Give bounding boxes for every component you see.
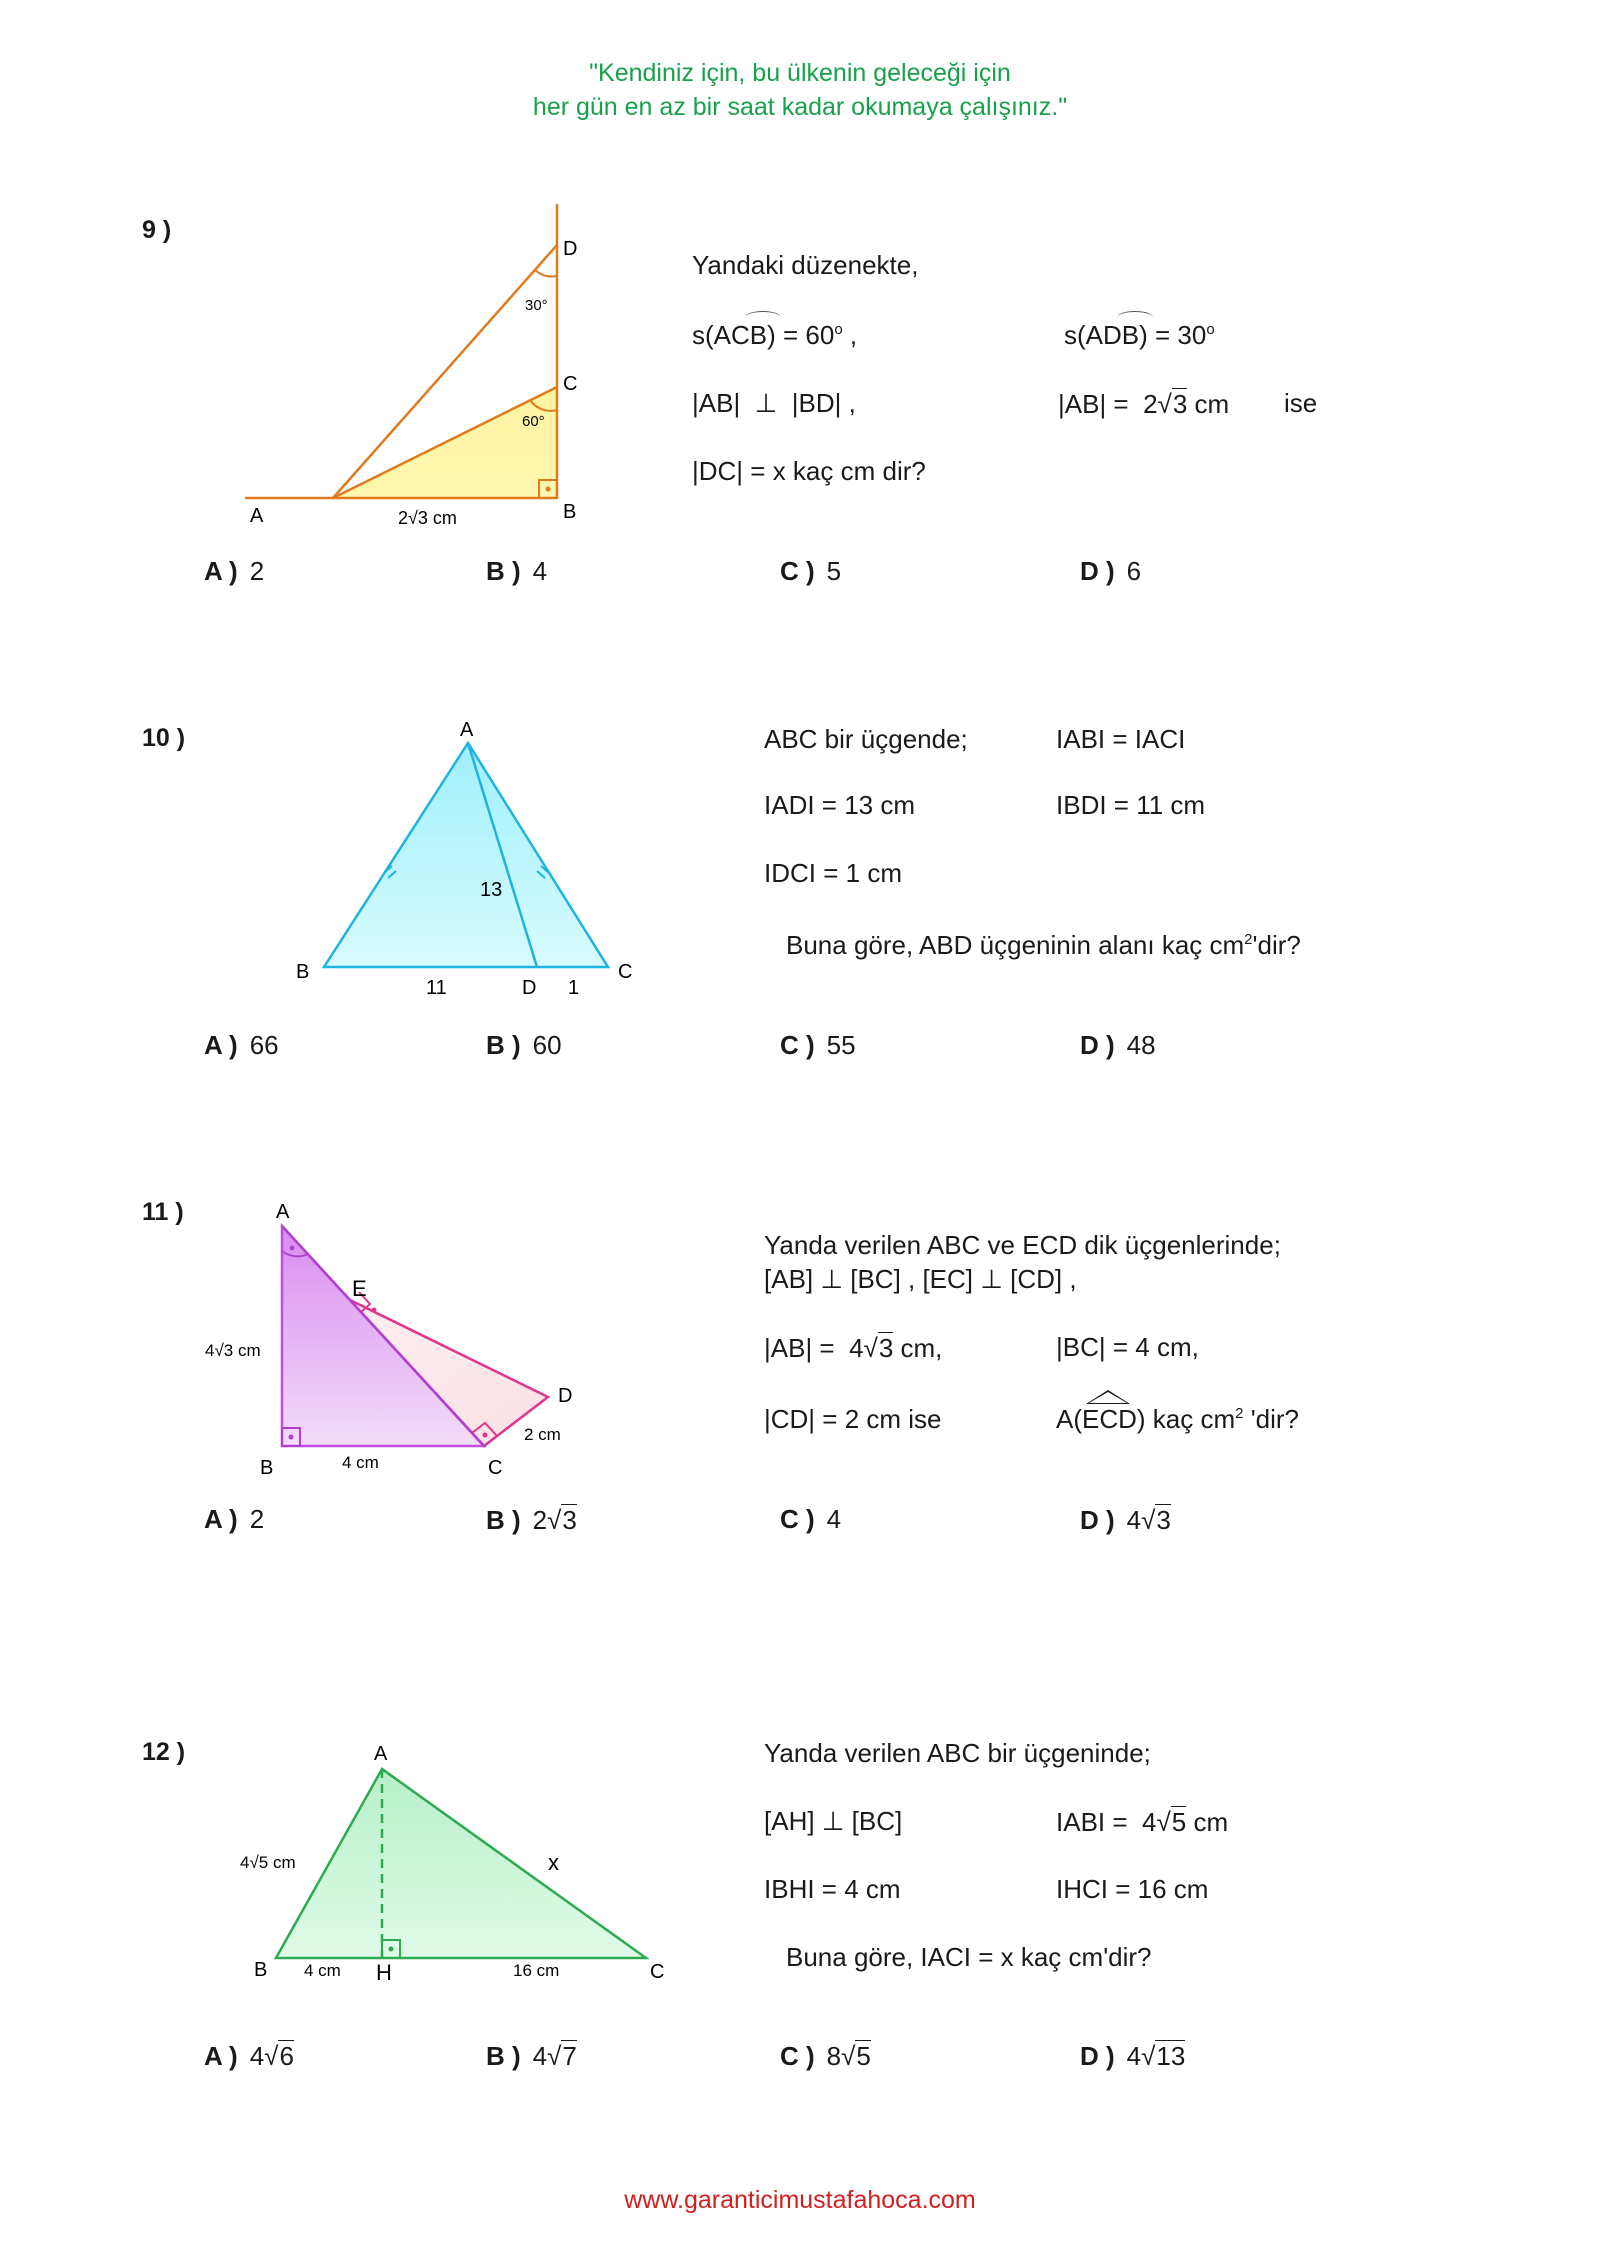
q11-option-d[interactable]: D ) 4√3 — [1080, 1505, 1171, 1535]
q10-label-a: A — [460, 719, 474, 741]
q9-perpendicular: |AB| ⊥ |BD| , — [692, 388, 856, 418]
q9-angle-60: 60° — [522, 413, 545, 430]
q10-figure — [286, 718, 656, 1008]
q9-angle-arc-d — [535, 270, 557, 277]
q11-label-b: B — [260, 1457, 274, 1476]
q12-ah: [AH] ⊥ [BC] — [764, 1806, 903, 1836]
q12-bh: IBHI = 4 cm — [764, 1874, 901, 1904]
q12-label-h: H — [376, 1960, 392, 1985]
q9-figure — [230, 200, 590, 530]
q12-length-hc: 16 cm — [513, 1961, 560, 1980]
q12-length-bh: 4 cm — [304, 1961, 341, 1980]
q9-angle-acb: $s(ACB) = 60^o$ , — [692, 320, 858, 350]
q12-option-c[interactable]: C ) 8√5 — [780, 2041, 871, 2071]
q10-question: Buna göre, ABD üçgeninin alanı kaç $cm^2'dir$? — [786, 930, 1301, 960]
q10-label-d: D — [522, 977, 537, 999]
q12-line1: Yanda verilen ABC bir üçgeninde; — [764, 1738, 1151, 1768]
q12-label-a: A — [374, 1743, 388, 1765]
q10-line2b: IBDI = 11 cm — [1056, 790, 1206, 820]
q12-option-a[interactable]: A ) 4√6 — [204, 2041, 294, 2071]
q9-ise: ise — [1284, 388, 1318, 418]
q11-label-e: E — [352, 1276, 367, 1301]
q10-option-b[interactable]: B ) 60 — [486, 1030, 562, 1060]
q10-line1b: IABI = IACI — [1056, 724, 1186, 754]
q12-label-b: B — [254, 1959, 268, 1981]
q11-length-bc: 4 cm — [342, 1453, 379, 1472]
q12-number: 12 ) — [142, 1738, 186, 1766]
footer-url[interactable]: www.garanticimustafahoca.com — [624, 2186, 976, 2214]
q11-option-c[interactable]: C ) 4 — [780, 1504, 842, 1534]
q11-option-a[interactable]: A ) 2 — [204, 1504, 265, 1534]
quote-line-1: "Kendiniz için, bu ülkenin geleceği için — [589, 59, 1011, 87]
q10-option-a[interactable]: A ) 66 — [204, 1030, 279, 1060]
q12-label-c: C — [650, 1961, 665, 1983]
q9-option-d[interactable]: D ) 6 — [1080, 556, 1142, 586]
q11-ab-length: |AB| = 4√3 cm, — [764, 1333, 943, 1363]
q9-angle-30: 30° — [525, 297, 548, 314]
q9-label-b: B — [563, 501, 577, 523]
q10-length-bd: 11 — [426, 977, 447, 999]
q12-option-d[interactable]: D ) 4√13 — [1080, 2041, 1186, 2071]
q11-length-cd: 2 cm — [524, 1425, 561, 1444]
header-quote — [0, 56, 1600, 124]
q10-line1a: ABC bir üçgende; — [764, 724, 968, 754]
q10-number: 10 ) — [142, 724, 186, 752]
q9-option-a[interactable]: A ) 2 — [204, 556, 265, 586]
q11-label-a: A — [276, 1201, 290, 1223]
q11-label-c: C — [488, 1457, 503, 1476]
q9-label-d: D — [563, 238, 578, 260]
q12-triangle — [276, 1769, 646, 1958]
q9-intro: Yandaki düzenekte, — [692, 250, 919, 280]
q10-line3a: IDCI = 1 cm — [764, 858, 902, 888]
q12-hc: IHCI = 16 cm — [1056, 1874, 1209, 1904]
q10-label-c: C — [618, 961, 633, 983]
q10-triangle — [324, 743, 608, 967]
q9-label-a: A — [250, 505, 264, 527]
q11-figure — [200, 1196, 600, 1476]
q12-option-b[interactable]: B ) 4√7 — [486, 2041, 577, 2071]
quote-line-2: her gün en az bir saat kadar okumaya çalışınız." — [532, 93, 1068, 121]
q9-number: 9 ) — [142, 216, 172, 244]
q10-label-b: B — [296, 961, 310, 983]
q9-option-c[interactable]: C ) 5 — [780, 556, 842, 586]
q10-length-ad: 13 — [480, 879, 503, 901]
q9-label-c: C — [563, 373, 578, 395]
q11-label-d: D — [558, 1385, 573, 1407]
q10-length-dc: 1 — [568, 977, 580, 999]
q10-option-c[interactable]: C ) 55 — [780, 1030, 856, 1060]
q10-option-d[interactable]: D ) 48 — [1080, 1030, 1156, 1060]
q11-line2: [AB] ⊥ [BC] , [EC] ⊥ [CD] , — [764, 1264, 1077, 1294]
q11-length-ab: 4√3 cm — [205, 1341, 261, 1360]
q12-figure — [236, 1736, 676, 1990]
q12-length-ab: 4√5 cm — [240, 1853, 296, 1872]
q11-cd-length: |CD| = 2 cm ise — [764, 1404, 942, 1434]
q11-area-question: A(ECD) kaç $cm^2$ 'dir? — [1056, 1404, 1300, 1434]
q12-question: Buna göre, IACI = x kaç cm'dir? — [786, 1942, 1152, 1972]
q11-option-b[interactable]: B ) 2√3 — [486, 1505, 577, 1535]
q12-label-x: x — [548, 1850, 559, 1875]
q9-ab-length: |AB| = 2√3 cm — [1058, 389, 1230, 419]
q9-base-length: 2√3 cm — [398, 508, 457, 528]
q11-bc-length: |BC| = 4 cm, — [1056, 1332, 1199, 1362]
q12-ab-length: IABI = 4√5 cm — [1056, 1807, 1229, 1837]
q11-number: 11 ) — [142, 1198, 184, 1226]
q9-option-b[interactable]: B ) 4 — [486, 556, 548, 586]
q9-question: |DC| = x kaç cm dir? — [692, 456, 926, 486]
q10-line2a: IADI = 13 cm — [764, 790, 915, 820]
q11-line1: Yanda verilen ABC ve ECD dik üçgenlerinde; — [764, 1230, 1281, 1260]
q9-angle-adb: $s(ADB) = 30^o$ — [1064, 320, 1215, 350]
